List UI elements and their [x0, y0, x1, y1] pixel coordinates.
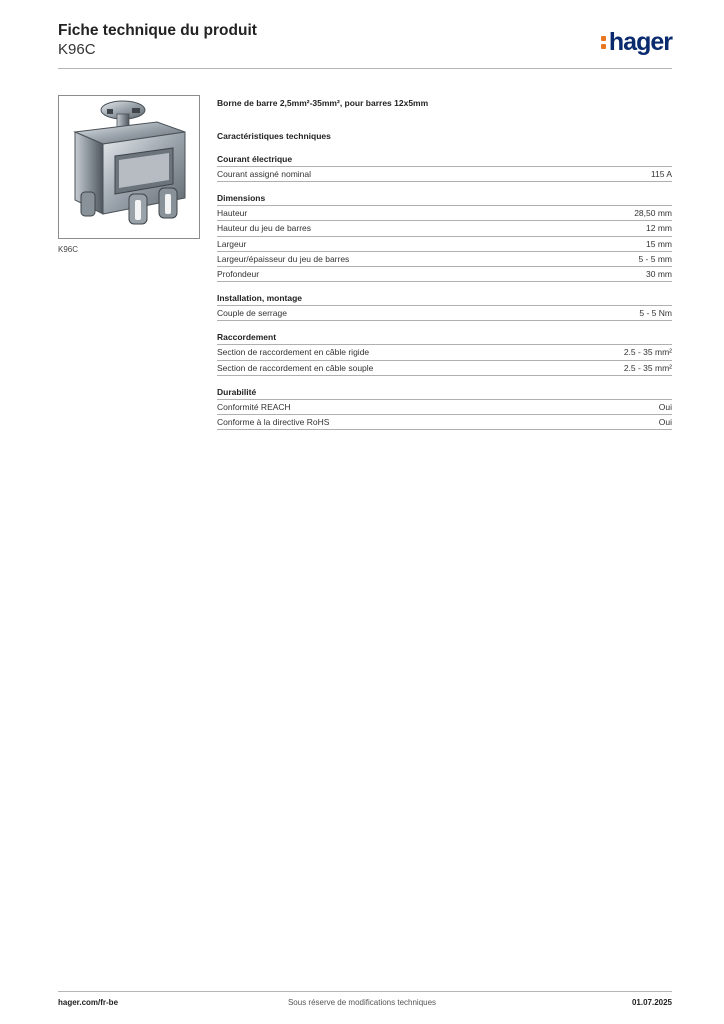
footer-divider — [58, 991, 672, 992]
spec-label: Largeur — [217, 238, 247, 249]
spec-value: 115 A — [650, 169, 672, 179]
spec-label: Couple de serrage — [217, 308, 287, 319]
group-title: Courant électrique — [217, 152, 672, 167]
spec-row — [217, 237, 672, 252]
busbar-terminal-clamp-icon — [59, 96, 199, 238]
spec-value: 30 mm — [646, 268, 672, 279]
spec-label: Conforme à la directive RoHS — [217, 416, 330, 427]
footer-website-link[interactable]: hager.com/fr-be — [58, 998, 119, 1007]
spec-group-electrical — [217, 152, 672, 182]
spec-value: 2.5 - 35 mm² — [623, 347, 672, 358]
spec-label: Largeur/épaisseur du jeu de barres — [217, 253, 350, 264]
spec-row — [217, 221, 672, 236]
spec-row — [217, 400, 672, 415]
spec-value: Oui — [658, 416, 672, 427]
hager-logo — [601, 28, 672, 57]
image-caption: K96C — [58, 245, 79, 254]
spec-row — [217, 252, 672, 267]
spec-row — [217, 206, 672, 221]
spec-value: 2.5 - 35 mm² — [623, 362, 672, 373]
group-title: Dimensions — [217, 191, 672, 206]
spec-label: Hauteur du jeu de barres — [217, 223, 312, 234]
spec-content — [217, 96, 672, 430]
footer-notice: Sous réserve de modifications techniques — [287, 998, 437, 1007]
header-divider — [58, 68, 672, 69]
spec-value: 15 mm — [646, 238, 672, 249]
spec-label: Section de raccordement en câble rigide — [217, 347, 370, 358]
spec-value: Oui — [658, 401, 672, 412]
footer-date: 01.07.2025 — [631, 998, 672, 1007]
document-title: Fiche technique du produit — [58, 22, 257, 39]
spec-label: Profondeur — [217, 268, 260, 279]
spec-value: 28,50 mm — [634, 208, 672, 219]
spec-row — [217, 267, 672, 282]
group-title: Installation, montage — [217, 291, 672, 306]
spec-group-dimensions — [217, 191, 672, 282]
spec-label: Hauteur — [217, 208, 248, 219]
spec-group-installation — [217, 291, 672, 321]
group-title: Durabilité — [217, 385, 672, 400]
spec-row — [217, 167, 672, 182]
spec-row — [217, 415, 672, 430]
spec-label: Section de raccordement en câble souple — [217, 362, 374, 373]
spec-row — [217, 345, 672, 360]
spec-row — [217, 306, 672, 321]
spec-row — [217, 361, 672, 376]
logo-text: hager — [608, 28, 672, 56]
spec-value: 5 - 5 Nm — [639, 308, 672, 319]
product-reference: K96C — [58, 41, 96, 58]
spec-label: Courant assigné nominal — [217, 169, 312, 179]
product-image — [58, 95, 200, 239]
page-header — [58, 22, 672, 68]
product-description: Borne de barre 2,5mm²-35mm², pour barres 12x5mm — [217, 98, 429, 108]
spec-value: 5 - 5 mm — [638, 253, 672, 264]
spec-group-connection — [217, 330, 672, 375]
group-title: Raccordement — [217, 330, 672, 345]
spec-heading: Caractéristiques techniques — [217, 131, 331, 141]
spec-value: 12 mm — [646, 223, 672, 234]
spec-label: Conformité REACH — [217, 401, 291, 412]
spec-group-durability — [217, 385, 672, 430]
logo-dots-icon — [601, 34, 607, 50]
